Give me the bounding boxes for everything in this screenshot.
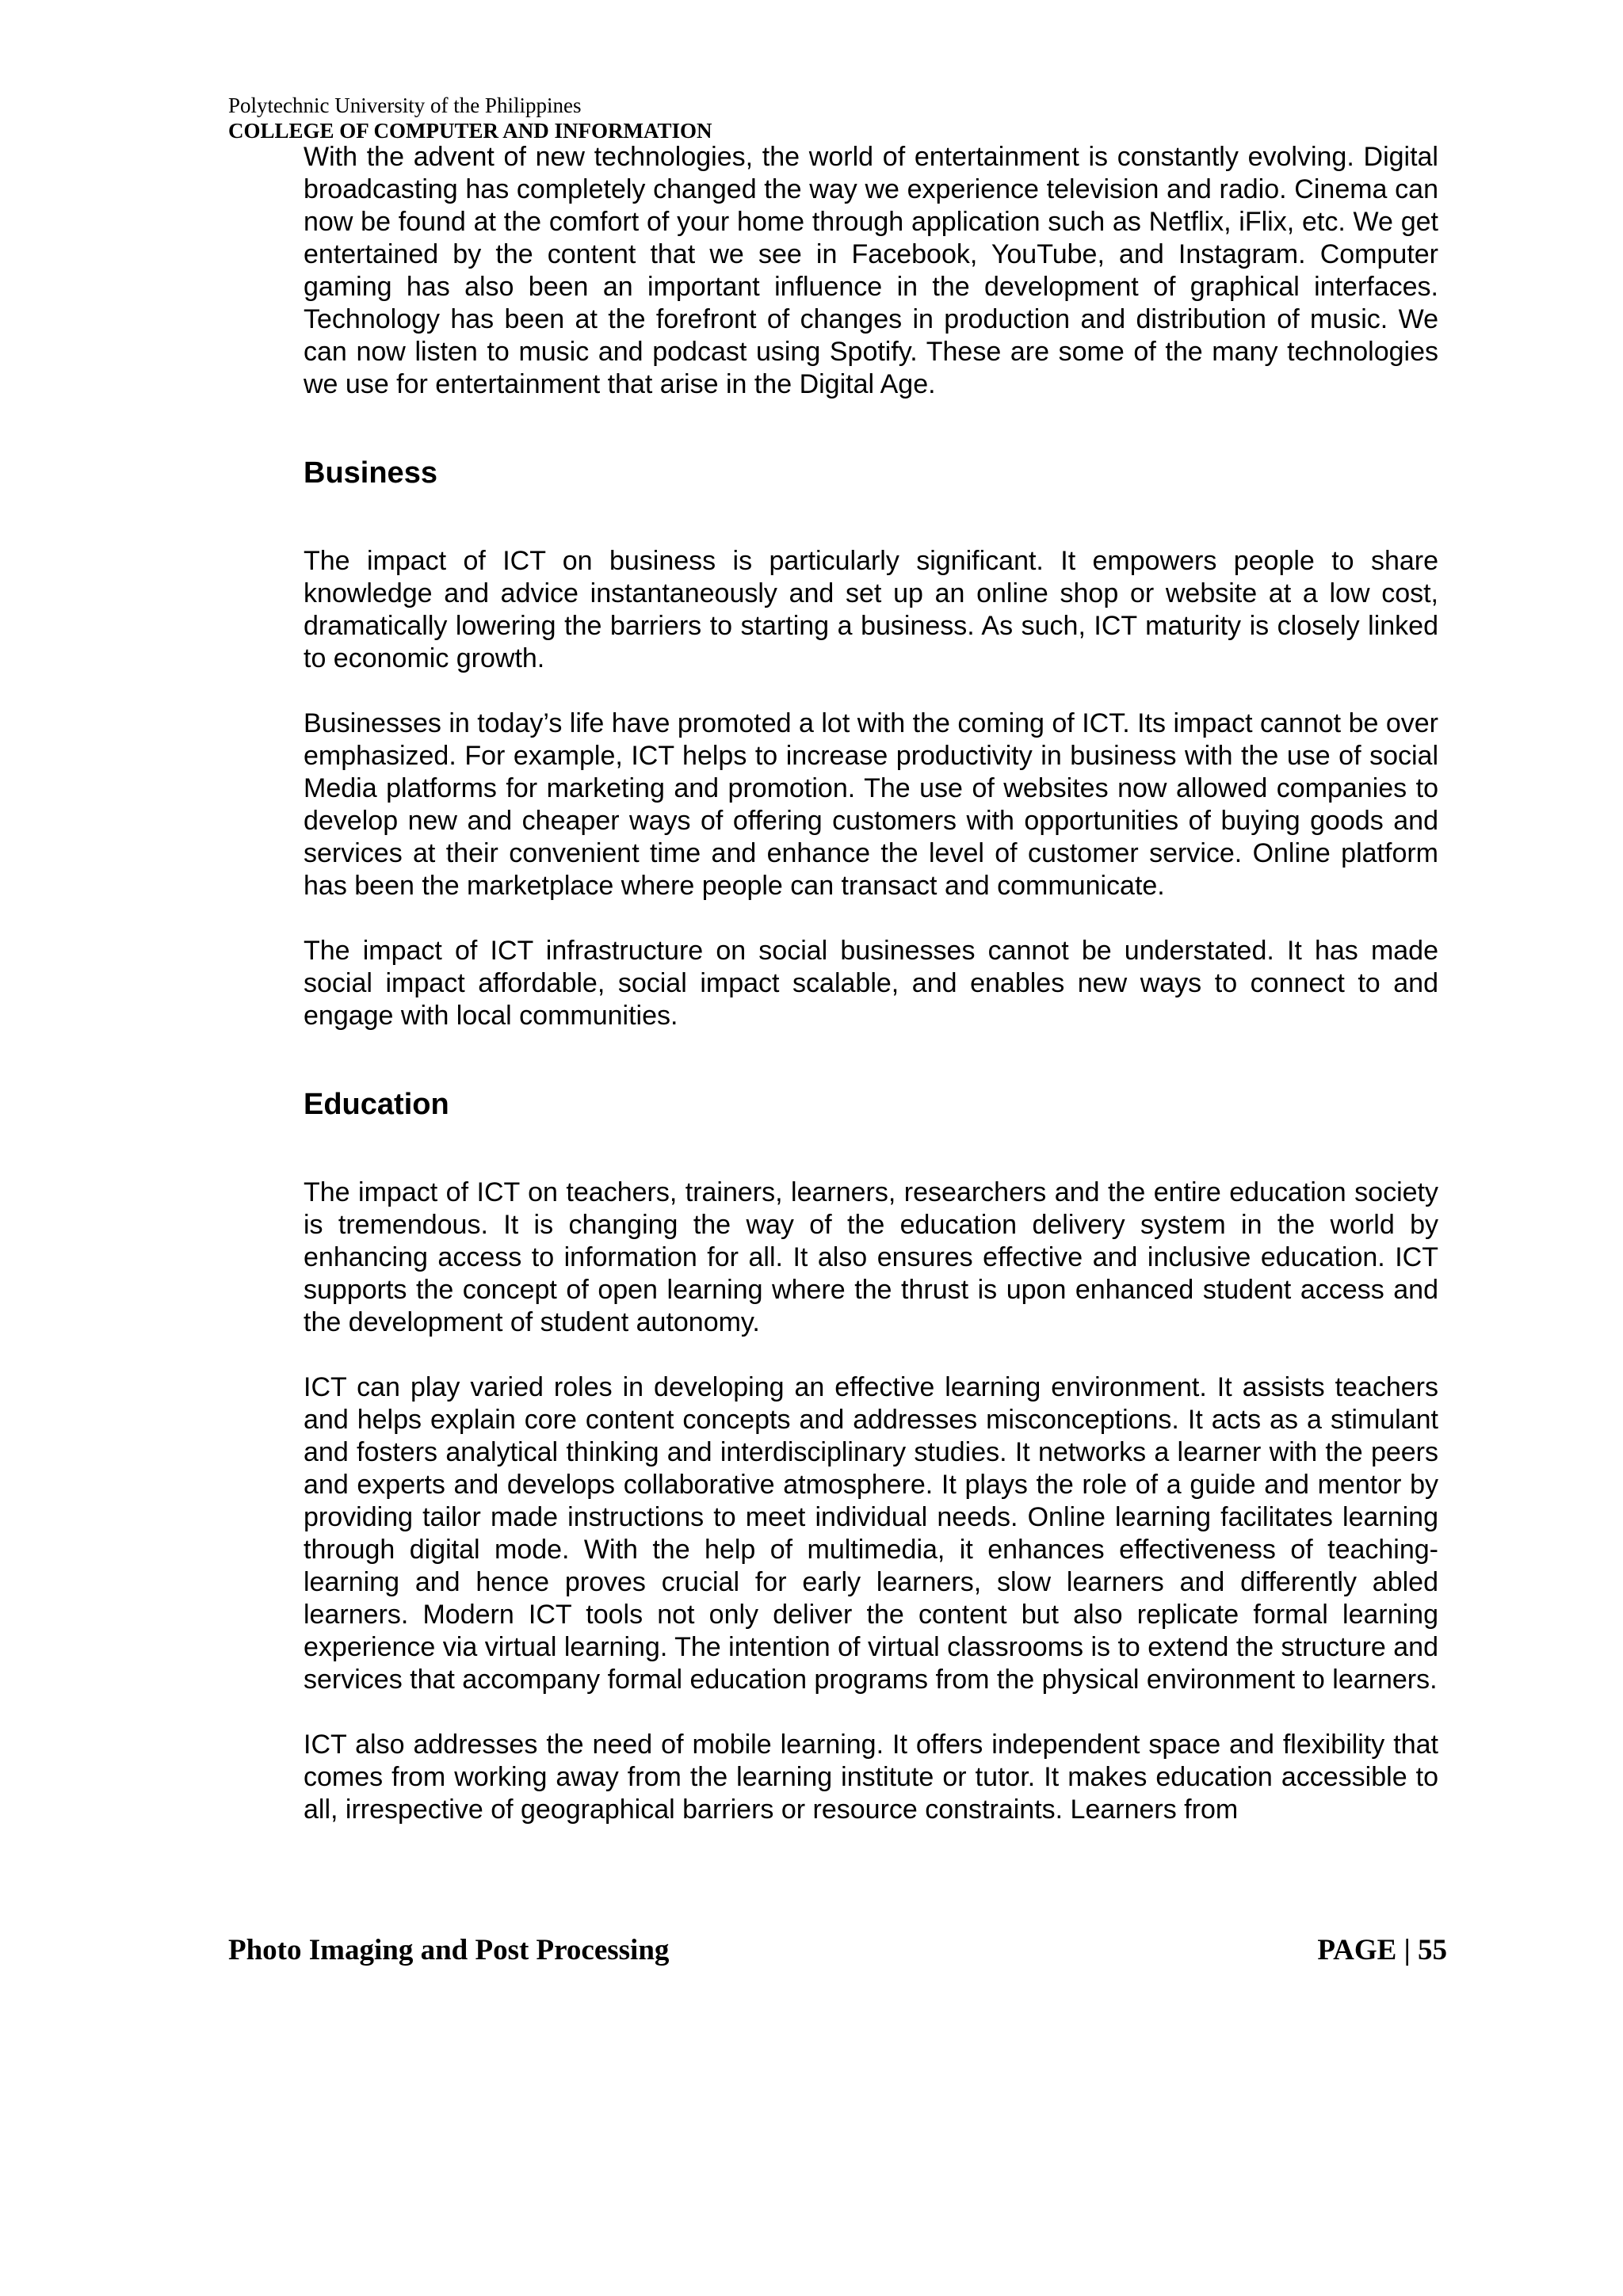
page-header <box>228 93 712 144</box>
education-paragraph-1: The impact of ICT on teachers, trainers, learners, researchers and the entire education society is tremendous. It is changing the way of the education delivery system in the world by enhancing access to information for all. It also ensures effective and inclusive education. ICT supports the concept of open learning where the thrust is upon enhanced student access and the development of student autonomy. <box>304 1177 1438 1337</box>
university-name: Polytechnic University of the Philippines <box>228 93 582 117</box>
education-paragraph-3: ICT also addresses the need of mobile learning. It offers independent space and flexibility that comes from working away from the learning institute or tutor. It makes education accessible to all, irrespective of geographical barriers or resource constraints. Learners from <box>304 1730 1438 1825</box>
business-paragraph-2: Businesses in today’s life have promoted a lot with the coming of ICT. Its impact cannot be over emphasized. For example, ICT helps to increase productivity in business with the use of social Media platforms for marketing and promotion. The use of websites now allowed companies to develop new and cheaper ways of offering customers with opportunities of buying goods and services at their convenient time and enhance the level of customer service. Online platform has been the marketplace where people can transact and communicate. <box>304 708 1438 901</box>
document-body <box>304 141 1438 1826</box>
page-footer <box>228 1933 1447 1967</box>
education-paragraph-2: ICT can play varied roles in developing an effective learning environment. It assists teachers and helps explain core content concepts and addresses misconceptions. It acts as a stimulant and fosters analytical thinking and interdisciplinary studies. It networks a learner with the peers and experts and develops collaborative atmosphere. It plays the role of a guide and mentor by providing tailor made instructions to meet individual needs. Online learning facilitates learning through digital mode. With the help of multimedia, it enhances effectiveness of teaching-learning and hence proves crucial for early learners, slow learners and differently abled learners. Modern ICT tools not only deliver the content but also replicate formal learning experience via virtual learning. The intention of virtual classrooms is to extend the structure and services that accompany formal education programs from the physical environment to learners. <box>304 1372 1438 1695</box>
intro-paragraph: With the advent of new technologies, the world of entertainment is constantly evolving. Digital broadcasting has completely changed the way we experience television and radio. Cinema can now be found at the comfort of your home through application such as Netflix, iFlix, etc. We get entertained by the content that we see in Facebook, YouTube, and Instagram. Computer gaming has also been an important influence in the development of graphical interfaces. Technology has been at the forefront of changes in production and distribution of music. We can now listen to music and podcast using Spotify. These are some of the many technologies we use for entertainment that arise in the Digital Age. <box>304 142 1438 399</box>
page-number: PAGE | 55 <box>1317 1934 1447 1966</box>
section-heading-education: Education <box>304 1088 449 1121</box>
college-name: COLLEGE OF COMPUTER AND INFORMATION <box>228 118 712 143</box>
business-paragraph-1: The impact of ICT on business is particularly significant. It empowers people to share knowledge and advice instantaneously and set up an online shop or website at a low cost, dramatically lowering the barriers to starting a business. As such, ICT maturity is closely linked to economic growth. <box>304 546 1438 673</box>
course-title: Photo Imaging and Post Processing <box>228 1934 670 1966</box>
section-heading-business: Business <box>304 456 437 490</box>
business-paragraph-3: The impact of ICT infrastructure on social businesses cannot be understated. It has made social impact affordable, social impact scalable, and enables new ways to connect to and engage with local communities. <box>304 936 1438 1031</box>
